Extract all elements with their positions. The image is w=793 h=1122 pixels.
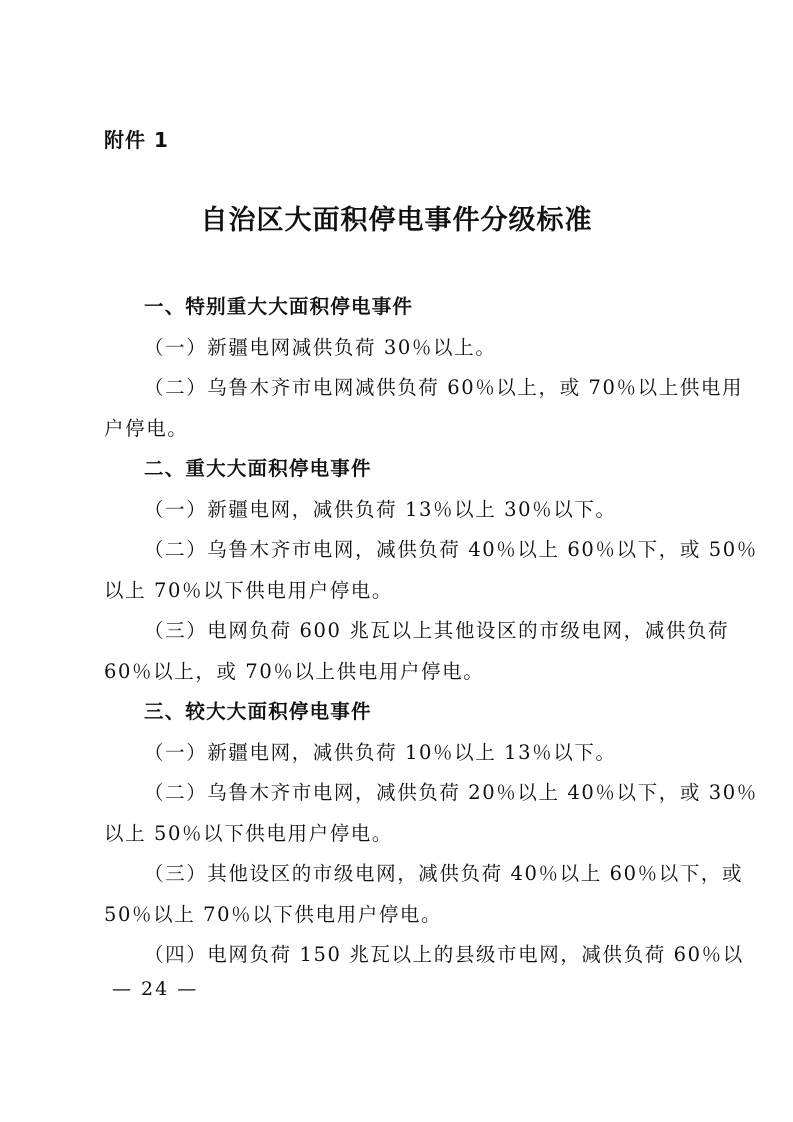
section-3-item-4-line-1: （四）电网负荷 150 兆瓦以上的县级市电网，减供负荷 60％以 (144, 943, 744, 966)
section-2-item-1-line-1: （一）新疆电网，减供负荷 13％以上 30％以下。 (144, 497, 617, 521)
section-2-item-3-line-1: （三）电网负荷 600 兆瓦以上其他设区的市级电网，减供负荷 (144, 619, 730, 642)
section-3-item-3-line-2: 50％以上 70％以下供电用户停电。 (104, 902, 443, 926)
attachment-label: 附件 1 (104, 128, 169, 152)
document-body (104, 287, 758, 976)
page-title: 自治区大面积停电事件分级标准 (200, 205, 593, 236)
section-1-item-2-line-1: （二）乌鲁木齐市电网减供负荷 60％以上，或 70％以上供电用 (144, 376, 744, 399)
section-2-item-3-line-2: 60％以上，或 70％以上供电用户停电。 (104, 659, 485, 683)
section-heading-3: 三、较大大面积停电事件 (144, 700, 372, 723)
section-3-item-2-line-1: （二）乌鲁木齐市电网，减供负荷 20％以上 40％以下，或 30％ (144, 781, 758, 804)
page-number: — 24 — (112, 978, 199, 1000)
section-2-item-2-line-2: 以上 70％以下供电用户停电。 (104, 578, 394, 602)
section-heading-1: 一、特别重大大面积停电事件 (144, 295, 414, 318)
section-3-item-2-line-2: 以上 50％以下供电用户停电。 (104, 821, 394, 845)
section-1-item-1-line-1: （一）新疆电网减供负荷 30％以上。 (144, 335, 497, 359)
section-heading-2: 二、重大大面积停电事件 (144, 457, 372, 480)
section-3-item-1-line-1: （一）新疆电网，减供负荷 10％以上 13％以下。 (144, 740, 617, 764)
section-1-item-2-line-2: 户停电。 (104, 416, 189, 440)
section-3-item-3-line-1: （三）其他设区的市级电网，减供负荷 40％以上 60％以下，或 (144, 862, 744, 885)
section-2-item-2-line-1: （二）乌鲁木齐市电网，减供负荷 40％以上 60％以下，或 50％ (144, 538, 758, 561)
